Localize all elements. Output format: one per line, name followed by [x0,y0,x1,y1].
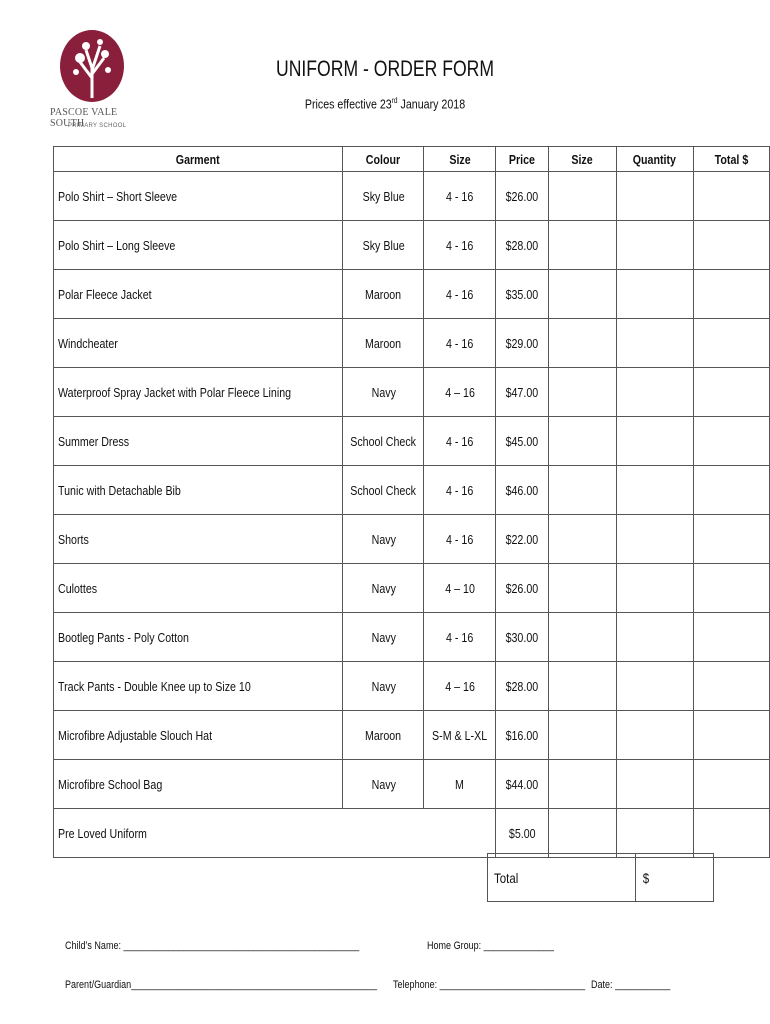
size-cell: M [424,760,496,809]
line-total-input[interactable] [693,319,769,368]
colour-cell: Navy [343,515,424,564]
order-size-input[interactable] [548,662,616,711]
price-cell: $30.00 [496,613,548,662]
garment-cell: Polo Shirt – Long Sleeve [54,221,343,270]
line-total-input[interactable] [693,711,769,760]
size-cell: 4 - 16 [424,466,496,515]
order-size-input[interactable] [548,319,616,368]
line-total-input[interactable] [693,368,769,417]
quantity-input[interactable] [616,564,693,613]
col-price-header: Price [496,147,548,172]
size-cell: 4 – 10 [424,564,496,613]
line-total-input[interactable] [693,809,769,858]
order-size-input[interactable] [548,221,616,270]
size-cell: S-M & L-XL [424,711,496,760]
size-cell: 4 – 16 [424,662,496,711]
size-cell: 4 - 16 [424,319,496,368]
price-cell: $26.00 [496,172,548,221]
colour-cell: Maroon [343,711,424,760]
colour-cell: Navy [343,564,424,613]
order-size-input[interactable] [548,711,616,760]
colour-cell: Navy [343,613,424,662]
line-total-input[interactable] [693,662,769,711]
order-size-input[interactable] [548,466,616,515]
quantity-input[interactable] [616,368,693,417]
price-cell: $46.00 [496,466,548,515]
order-size-input[interactable] [548,270,616,319]
garment-cell: Waterproof Spray Jacket with Polar Fleece Lining [54,368,343,417]
line-total-input[interactable] [693,564,769,613]
table-row-preloved [54,809,770,858]
table-row [54,760,770,809]
garment-cell: Summer Dress [54,417,343,466]
garment-cell: Culottes [54,564,343,613]
line-total-input[interactable] [693,515,769,564]
garment-cell: Windcheater [54,319,343,368]
price-cell: $45.00 [496,417,548,466]
col-total-header: Total $ [693,147,769,172]
table-row [54,417,770,466]
colour-cell: Navy [343,368,424,417]
telephone-field[interactable]: Telephone: _____________________________ [393,979,586,991]
price-cell: $28.00 [496,662,548,711]
garment-cell: Shorts [54,515,343,564]
subtitle-sup: rd [391,96,398,105]
table-row [54,270,770,319]
price-cell: $16.00 [496,711,548,760]
quantity-input[interactable] [616,417,693,466]
order-size-input[interactable] [548,760,616,809]
table-row [54,172,770,221]
child-name-field[interactable]: Child’s Name: _______________________________________________ [65,940,360,952]
quantity-input[interactable] [616,613,693,662]
line-total-input[interactable] [693,172,769,221]
colour-cell: Maroon [343,270,424,319]
quantity-input[interactable] [616,221,693,270]
school-name: PASCOE VALE SOUTH [50,107,118,129]
garment-cell: Tunic with Detachable Bib [54,466,343,515]
line-total-input[interactable] [693,221,769,270]
colour-cell: School Check [343,417,424,466]
price-cell: $28.00 [496,221,548,270]
order-size-input[interactable] [548,613,616,662]
garment-cell: Microfibre School Bag [54,760,343,809]
colour-cell: Maroon [343,319,424,368]
quantity-input[interactable] [616,466,693,515]
line-total-input[interactable] [693,760,769,809]
home-group-field[interactable]: Home Group: ______________ [427,940,554,952]
colour-cell: Navy [343,760,424,809]
garment-cell: Bootleg Pants - Poly Cotton [54,613,343,662]
colour-cell: Sky Blue [343,172,424,221]
colour-cell: Sky Blue [343,221,424,270]
size-cell: 4 - 16 [424,221,496,270]
size-cell: 4 - 16 [424,417,496,466]
table-row [54,368,770,417]
table-row [54,466,770,515]
order-table [53,146,770,858]
garment-cell: Polo Shirt – Short Sleeve [54,172,343,221]
size-cell: 4 - 16 [424,172,496,221]
garment-cell: Track Pants - Double Knee up to Size 10 [54,662,343,711]
total-amount-field[interactable]: $ [636,854,714,902]
line-total-input[interactable] [693,466,769,515]
preloved-garment-cell: Pre Loved Uniform [54,809,496,858]
table-row [54,711,770,760]
quantity-input[interactable] [616,515,693,564]
parent-guardian-field[interactable]: Parent/Guardian_________________________________________________ [65,979,377,991]
quantity-input[interactable] [616,662,693,711]
totals-table [487,853,714,902]
order-size-input[interactable] [548,515,616,564]
size-cell: 4 – 16 [424,368,496,417]
garment-cell: Microfibre Adjustable Slouch Hat [54,711,343,760]
quantity-input[interactable] [616,760,693,809]
price-cell: $22.00 [496,515,548,564]
school-subname: PRIMARY SCHOOL [68,123,127,129]
line-total-input[interactable] [693,417,769,466]
order-size-input[interactable] [548,368,616,417]
totals-row [488,854,714,902]
preloved-price-cell: $5.00 [496,809,548,858]
table-row [54,613,770,662]
size-cell: 4 - 16 [424,613,496,662]
col-size-header: Size [424,147,496,172]
quantity-input[interactable] [616,319,693,368]
order-size-input[interactable] [548,809,616,858]
page-title: UNIFORM - ORDER FORM [275,56,495,81]
garment-cell: Polar Fleece Jacket [54,270,343,319]
date-field[interactable]: Date: ___________ [591,979,671,991]
table-row [54,221,770,270]
quantity-input[interactable] [616,711,693,760]
table-row [54,319,770,368]
price-cell: $47.00 [496,368,548,417]
table-header-row [54,147,770,172]
order-size-input[interactable] [548,417,616,466]
price-cell: $26.00 [496,564,548,613]
order-size-input[interactable] [548,172,616,221]
table-row [54,515,770,564]
col-order-size-header: Size [548,147,616,172]
total-label: Total [488,854,636,902]
table-row [54,662,770,711]
price-cell: $35.00 [496,270,548,319]
order-size-input[interactable] [548,564,616,613]
page-subtitle [69,96,700,111]
quantity-input[interactable] [616,172,693,221]
quantity-input[interactable] [616,809,693,858]
subtitle-suffix: January 2018 [397,96,466,112]
subtitle-prefix: Prices effective 23 [304,96,392,112]
table-row [54,564,770,613]
colour-cell: School Check [343,466,424,515]
col-colour-header: Colour [343,147,424,172]
col-quantity-header: Quantity [616,147,693,172]
line-total-input[interactable] [693,270,769,319]
line-total-input[interactable] [693,613,769,662]
size-cell: 4 - 16 [424,270,496,319]
size-cell: 4 - 16 [424,515,496,564]
col-garment-header: Garment [54,147,343,172]
colour-cell: Navy [343,662,424,711]
price-cell: $44.00 [496,760,548,809]
quantity-input[interactable] [616,270,693,319]
price-cell: $29.00 [496,319,548,368]
